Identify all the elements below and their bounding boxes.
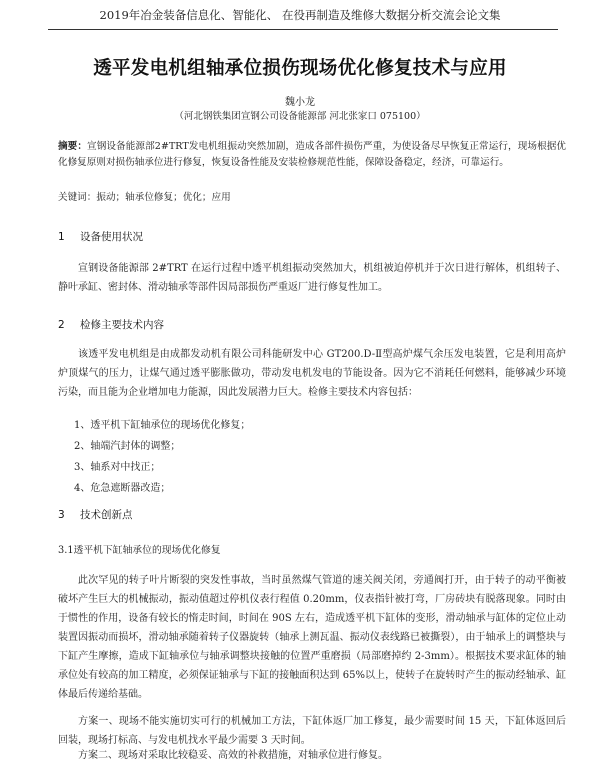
- running-header: [0, 0, 600, 30]
- section-2-paragraph: 该透平发电机组是由成都发动机有限公司科能研发中心 GT200.D-Ⅱ型高炉煤气余压发电装置，它是利用高炉炉顶煤气的压力，让煤气通过透平膨胀做功，带动发电机发电的节能设备。因为它不消耗任何燃料，能够减少环境污染，而且能为企业增加电力能源，因此发展潜力巨大。检修主要技术内容包括：: [58, 349, 566, 398]
- list-item: 3、轴系对中找正；: [74, 462, 161, 473]
- section-number: 1: [58, 231, 65, 243]
- keywords-text: 振动；轴承位修复；优化；应用: [96, 192, 231, 203]
- keywords-label: 关键词：: [58, 192, 97, 203]
- author-name: 魏小龙: [285, 97, 315, 108]
- list-item: 2、轴端汽封体的调整；: [74, 441, 181, 452]
- section-1-paragraph: 宣钢设备能源部 2#TRT 在运行过程中透平机组振动突然加大，机组被迫停机并于次日进行解体，机组转子、静叶承缸、密封体、滑动轴承等部件因局部损伤严重返厂进行修复性加工。: [58, 263, 566, 293]
- section-number: 3: [58, 509, 65, 521]
- running-header-text: 2019年冶金装备信息化、智能化、 在役再制造及维修大数据分析交流会论文集: [99, 8, 501, 22]
- section-3-paragraph-3: 方案二、现场对采取比较稳妥、高效的补救措施，对轴承位进行修复。: [78, 750, 388, 761]
- article-title: 透平发电机组轴承位损伤现场优化修复技术与应用: [93, 58, 507, 79]
- keywords: [58, 190, 566, 206]
- abstract-label: 摘要：: [58, 141, 88, 152]
- author-affiliation: （河北钢铁集团宣钢公司设备能源部 河北张家口 075100）: [174, 111, 426, 122]
- section-heading-2: [58, 317, 164, 332]
- abstract: [58, 139, 566, 171]
- list-item: 1、透平机下缸轴承位的现场优化修复；: [74, 420, 251, 431]
- section-number: 2: [58, 319, 65, 331]
- maintenance-items-list: [74, 415, 554, 499]
- section-3-paragraph-2: 方案一、现场不能实施切实可行的机械加工方法，下缸体返厂加工修复，最少需要时间 15 天，下缸体返回后回装，现场打标高、与发电机找水平最少需要 3 天时间。: [58, 716, 566, 746]
- section-heading-3: [58, 507, 133, 522]
- subsection-heading-3-1: 3.1透平机下缸轴承位的现场优化修复: [58, 545, 221, 556]
- abstract-text: 宣钢设备能源部2#TRT发电机组振动突然加剧，造成各部件损伤严重，为使设备尽早恢复正常运行，现场根据优化修复原则对损伤轴承位进行修复，恢复设备性能及安装检修规范性能，保障设备稳定，经济，可靠运行。: [58, 141, 567, 168]
- section-title: 设备使用状况: [80, 231, 143, 243]
- header-divider: [48, 29, 558, 30]
- section-heading-1: [58, 229, 143, 244]
- list-item: 4、危急遮断器改造；: [74, 483, 171, 494]
- section-3-paragraph-1: 此次罕见的转子叶片断裂的突发性事故，当时虽然煤气管道的速关阀关闭，旁通阀打开，由于转子的动平衡被破坏产生巨大的机械振动，振动值超过停机仪表行程值 0.20mm，仪表指针被打弯，厂房砖块有脱落现象。同时由于惯性的作用，设备有较长的惰走时间，时间在 90S 左右，造成透平机下缸体的变形，滑动轴承与缸体的定位止动装置因振动而损坏，滑动轴承随着转子仪器旋转（轴承上测瓦温、振动仪表线路已被撕裂），由于轴承上的调整块与下缸产生摩擦，造成下缸轴承位与轴承调整块接触的位置严重磨损（局部磨掉约 2-3mm）。根据技术要求缸体的轴承位处有较高的加工精度，必须保证轴承与下缸的接触面积达到 65%以上，使转子在旋转时产生的振动经轴承、缸体最后传递给基础。: [58, 575, 566, 700]
- section-title: 技术创新点: [80, 509, 133, 521]
- section-title: 检修主要技术内容: [80, 319, 164, 331]
